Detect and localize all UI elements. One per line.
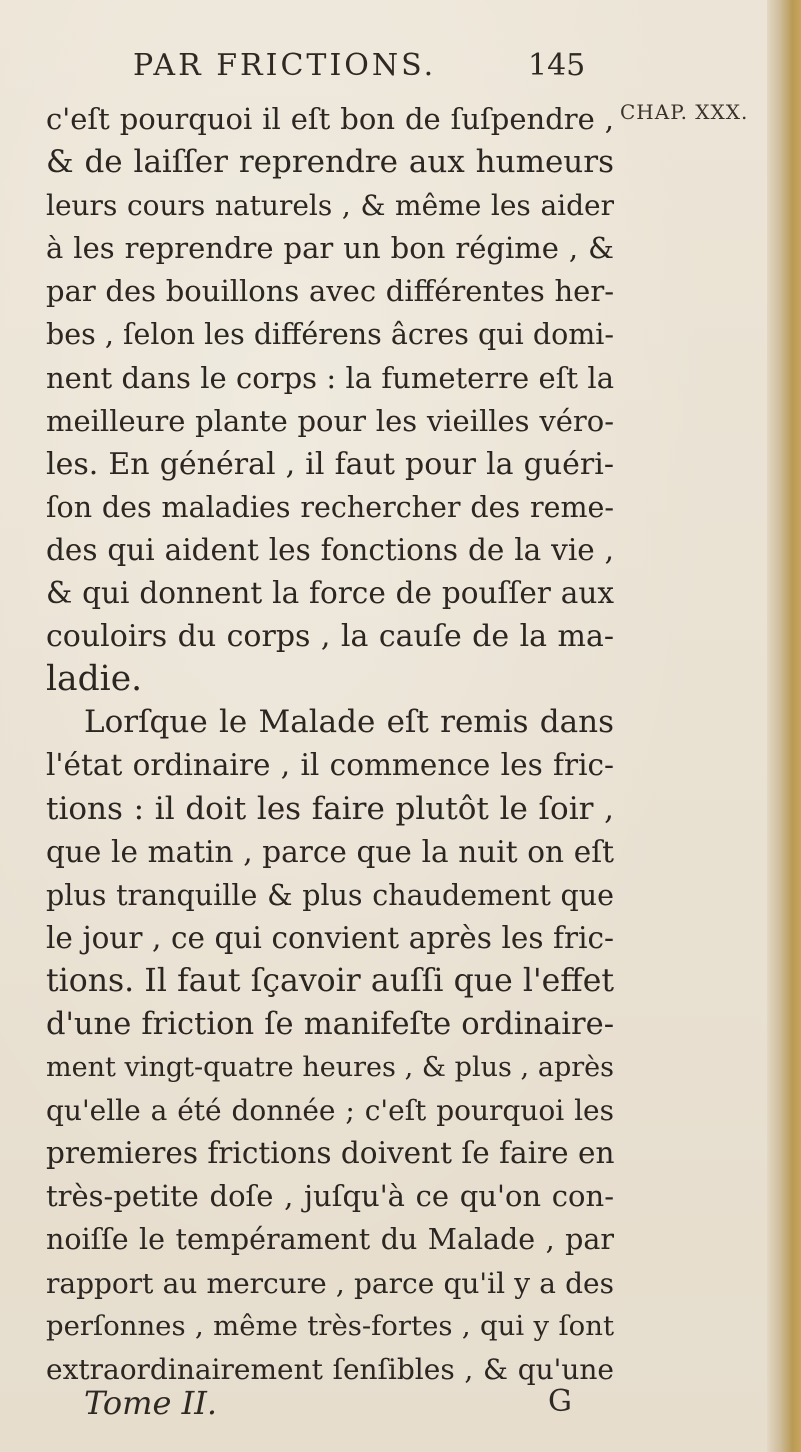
- text-line: plus tranquille & plus chaudement que: [46, 878, 614, 912]
- text-line: rapport au mercure , parce qu'il y a des: [46, 1266, 614, 1300]
- text-line: tions. Il faut ſçavoir auſſi que l'effet: [46, 962, 614, 999]
- page-gutter-edge: [767, 0, 801, 1452]
- text-line: perſonnes , même très-fortes , qui y ſont: [46, 1309, 614, 1342]
- text-line: meilleure plante pour les vieilles véro-: [46, 403, 614, 438]
- text-line: ment vingt-quatre heures , & plus , après: [46, 1052, 614, 1084]
- text-line: le jour , ce qui convient après les fric-: [46, 920, 614, 955]
- page-footer: [0, 1384, 801, 1424]
- text-line: l'état ordinaire , il commence les fric-: [46, 748, 614, 783]
- text-line: & de laiſſer reprendre aux humeurs: [46, 144, 614, 181]
- gathering-mark: G: [548, 1384, 572, 1419]
- text-line: couloirs du corps , la cauſe de la ma-: [46, 619, 614, 655]
- marginal-chapter-note: CHAP. XXX.: [620, 100, 749, 124]
- page-number: 145: [528, 48, 586, 83]
- text-line: ſon des maladies rechercher des reme-: [46, 490, 614, 524]
- text-line: d'une friction ſe manifeſte ordinaire-: [46, 1006, 614, 1042]
- body-text: [46, 98, 614, 1391]
- text-line: nent dans le corps : la fumeterre eſt la: [46, 360, 614, 395]
- text-line: noiſſe le tempérament du Malade , par: [46, 1223, 614, 1257]
- text-line: premieres frictions doivent ſe faire en: [46, 1136, 614, 1171]
- text-line: c'eſt pourquoi il eſt bon de ſuſpendre ,: [46, 102, 614, 136]
- text-line: qu'elle a été donnée ; c'eſt pourquoi les: [46, 1094, 614, 1128]
- running-head-title: PAR FRICTIONS.: [133, 48, 437, 83]
- text-line: très-petite doſe , juſqu'à ce qu'on con-: [46, 1179, 614, 1214]
- text-line: que le matin , parce que la nuit on eſt: [46, 834, 614, 869]
- text-line: & qui donnent la force de pouſſer aux: [46, 576, 614, 611]
- text-line: leurs cours naturels , & même les aider: [46, 189, 614, 223]
- text-line: des qui aident les fonctions de la vie ,: [46, 532, 614, 567]
- paragraph-start-line: Lorſque le Malade eſt remis dans: [84, 704, 614, 741]
- text-line: à les reprendre par un bon régime , &: [46, 231, 614, 266]
- text-line: extraordinairement ſenſibles , & qu'une: [46, 1352, 614, 1386]
- text-line: ladie.: [46, 659, 143, 700]
- text-line: par des bouillons avec différentes her-: [46, 274, 614, 309]
- running-head: [0, 48, 801, 88]
- volume-signature: Tome II.: [84, 1384, 218, 1422]
- text-line: bes , ſelon les différens âcres qui domi-: [46, 318, 614, 352]
- text-line: tions : il doit les faire plutôt le ſoir ,: [46, 790, 614, 827]
- text-line: les. En général , il faut pour la guéri-: [46, 446, 614, 482]
